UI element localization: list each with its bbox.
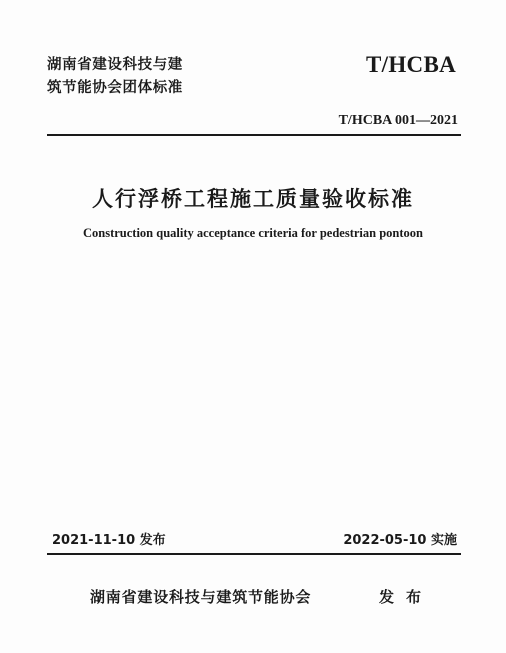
organization-name-line1: 湖南省建设科技与建: [47, 57, 183, 73]
standard-number: T/HCBA 001—2021: [338, 113, 458, 128]
title-english: Construction quality acceptance criteria for pedestrian pontoon: [82, 226, 423, 240]
issue-date: 2021-11-10 发布: [52, 533, 166, 548]
publish-label: 发布: [379, 588, 434, 606]
top-divider: [47, 134, 461, 136]
standard-code: T/HCBA: [366, 52, 456, 77]
bottom-divider: [47, 553, 461, 555]
organization-name: [47, 54, 227, 100]
effective-date: 2022-05-10 实施: [343, 533, 457, 548]
title-chinese: 人行浮桥工程施工质量验收标准: [92, 186, 414, 211]
publisher-name: 湖南省建设科技与建筑节能协会: [90, 588, 312, 606]
organization-name-line2: 筑节能协会团体标准: [47, 80, 183, 96]
